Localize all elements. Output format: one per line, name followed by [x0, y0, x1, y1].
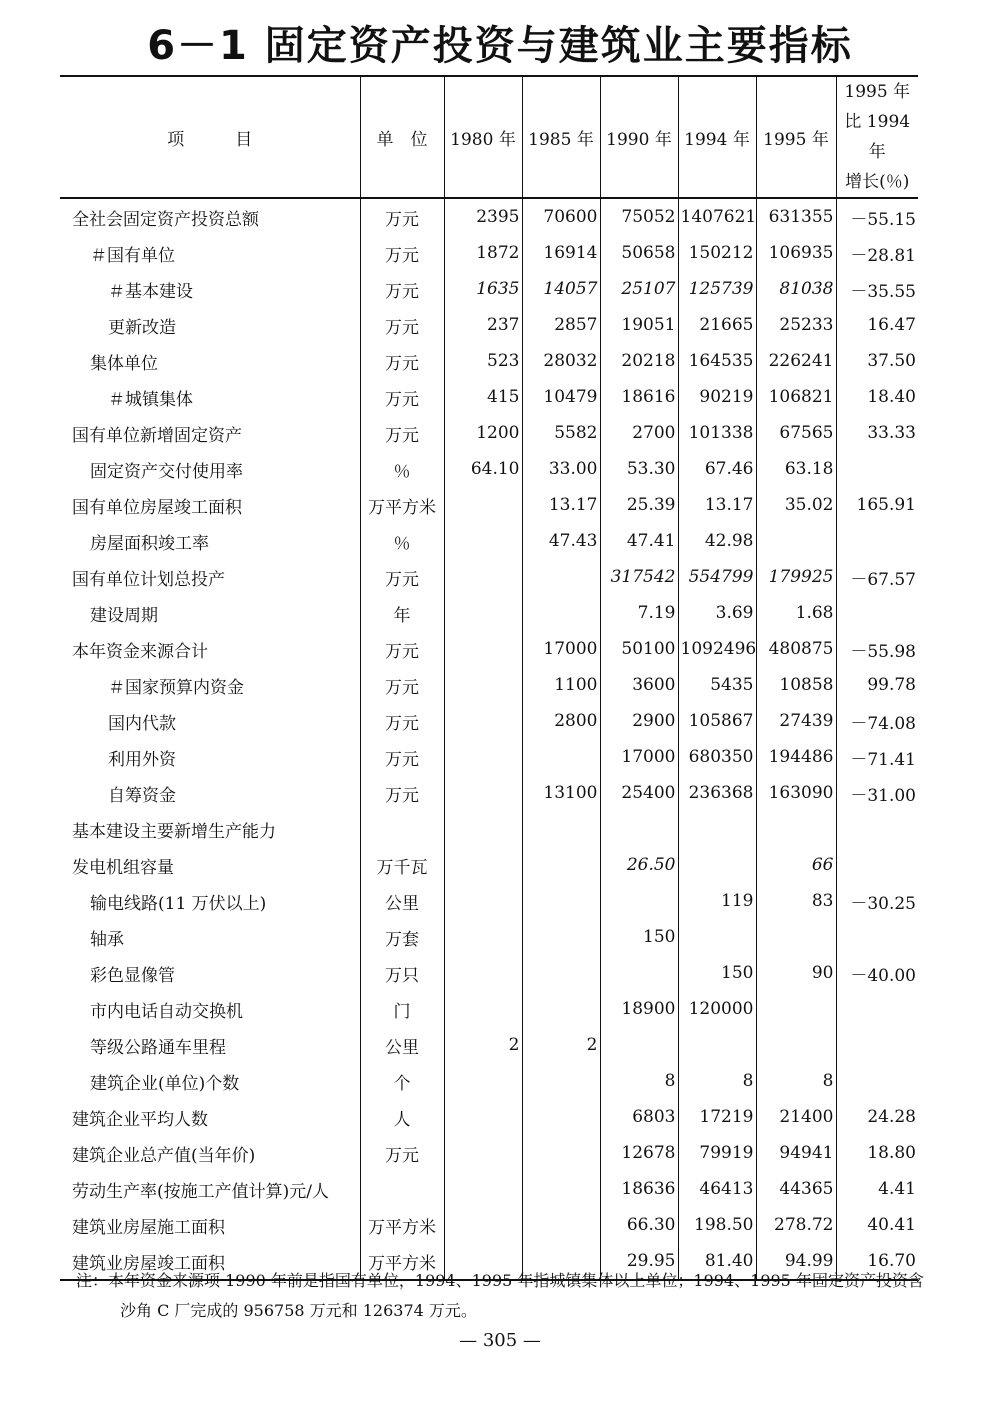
table-row: [60, 883, 918, 919]
cell-y1985: 2800: [522, 703, 600, 739]
cell-growth: －71.41: [836, 739, 918, 775]
table-row: [60, 307, 918, 343]
cell-y1995: 163090: [756, 775, 836, 811]
cell-y1995: 27439: [756, 703, 836, 739]
cell-y1995: 90: [756, 955, 836, 991]
cell-y1980: 1200: [444, 415, 522, 451]
cell-y1994: 81.40: [678, 1243, 756, 1280]
cell-y1980: 2: [444, 1027, 522, 1063]
footnote-line2: 沙角 C 厂完成的 956758 万元和 126374 万元。: [120, 1301, 477, 1320]
cell-y1994: 198.50: [678, 1207, 756, 1243]
cell-y1990: 29.95: [600, 1243, 678, 1280]
cell-y1995: 81038: [756, 271, 836, 307]
cell-y1995: 35.02: [756, 487, 836, 523]
row-unit: 万元: [360, 631, 444, 667]
header-growth-line2: 比 1994 年: [844, 112, 911, 162]
cell-y1990: 50658: [600, 235, 678, 271]
row-unit: 万元: [360, 198, 444, 235]
cell-y1994: 8: [678, 1063, 756, 1099]
cell-y1995: 63.18: [756, 451, 836, 487]
cell-y1980: [444, 1207, 522, 1243]
cell-y1990: 3600: [600, 667, 678, 703]
cell-growth: 16.70: [836, 1243, 918, 1280]
row-unit: 万元: [360, 307, 444, 343]
cell-growth: 4.41: [836, 1171, 918, 1207]
cell-y1985: [522, 1135, 600, 1171]
cell-y1994: 119: [678, 883, 756, 919]
cell-y1980: [444, 667, 522, 703]
cell-y1990: 7.19: [600, 595, 678, 631]
table-row: [60, 991, 918, 1027]
cell-y1985: [522, 847, 600, 883]
cell-y1985: 10479: [522, 379, 600, 415]
table-row: [60, 1027, 918, 1063]
row-item-label: 等级公路通车里程: [90, 1037, 226, 1058]
cell-y1994: 13.17: [678, 487, 756, 523]
cell-growth: －28.81: [836, 235, 918, 271]
cell-y1985: [522, 739, 600, 775]
table-row: [60, 1135, 918, 1171]
table-row: [60, 1063, 918, 1099]
cell-y1994: 1092496: [678, 631, 756, 667]
cell-growth: －74.08: [836, 703, 918, 739]
cell-y1994: 120000: [678, 991, 756, 1027]
cell-y1985: [522, 919, 600, 955]
cell-y1990: 6803: [600, 1099, 678, 1135]
row-unit: 万元: [360, 667, 444, 703]
table-row: [60, 955, 918, 991]
cell-y1980: 415: [444, 379, 522, 415]
cell-y1990: 75052: [600, 198, 678, 235]
cell-y1995: 25233: [756, 307, 836, 343]
cell-growth: 33.33: [836, 415, 918, 451]
table-row: [60, 703, 918, 739]
cell-y1990: 25.39: [600, 487, 678, 523]
cell-growth: －31.00: [836, 775, 918, 811]
row-unit: 公里: [360, 883, 444, 919]
row-unit: 万元: [360, 235, 444, 271]
cell-y1990: 20218: [600, 343, 678, 379]
row-unit: 万元: [360, 739, 444, 775]
cell-y1980: [444, 1099, 522, 1135]
cell-y1994: 164535: [678, 343, 756, 379]
cell-y1980: [444, 919, 522, 955]
cell-y1980: 2395: [444, 198, 522, 235]
cell-y1994: 42.98: [678, 523, 756, 559]
row-item-label: 建设周期: [90, 605, 158, 626]
cell-y1985: [522, 1207, 600, 1243]
row-item-label: ＃基本建设: [108, 281, 193, 302]
header-1990: 1990 年: [600, 76, 678, 198]
cell-y1985: 13100: [522, 775, 600, 811]
cell-growth: [836, 523, 918, 559]
cell-y1980: [444, 487, 522, 523]
row-item-label: 建筑企业(单位)个数: [90, 1073, 240, 1094]
row-unit: 万元: [360, 775, 444, 811]
cell-y1994: 680350: [678, 739, 756, 775]
row-unit: 万平方米: [360, 1207, 444, 1243]
row-unit: 万千瓦: [360, 847, 444, 883]
header-growth: [836, 76, 918, 198]
header-row: [60, 76, 918, 198]
row-unit: 万元: [360, 703, 444, 739]
cell-y1990: 53.30: [600, 451, 678, 487]
cell-y1990: 26.50: [600, 847, 678, 883]
row-item-label: 发电机组容量: [72, 857, 174, 878]
cell-y1995: [756, 1027, 836, 1063]
row-item-label: 国内代款: [108, 713, 176, 734]
cell-growth: [836, 595, 918, 631]
cell-y1985: [522, 991, 600, 1027]
row-item-label: 建筑企业总产值(当年价): [72, 1145, 256, 1166]
row-item-label: 国有单位房屋竣工面积: [72, 497, 242, 518]
row-item-label: 输电线路(11 万伏以上): [90, 893, 267, 914]
table-row: [60, 919, 918, 955]
cell-y1985: 28032: [522, 343, 600, 379]
row-item-label: 固定资产交付使用率: [90, 461, 243, 482]
cell-y1985: [522, 811, 600, 847]
table-row: [60, 775, 918, 811]
table-row: [60, 1099, 918, 1135]
cell-y1990: [600, 1027, 678, 1063]
cell-y1995: 179925: [756, 559, 836, 595]
cell-y1980: [444, 631, 522, 667]
cell-y1990: 25400: [600, 775, 678, 811]
cell-y1985: [522, 883, 600, 919]
header-1995: 1995 年: [756, 76, 836, 198]
cell-growth: [836, 847, 918, 883]
row-item-label: 彩色显像管: [90, 965, 175, 986]
cell-y1980: [444, 559, 522, 595]
cell-growth: 16.47: [836, 307, 918, 343]
header-1980: 1980 年: [444, 76, 522, 198]
row-unit: [360, 1171, 444, 1207]
row-unit: 万平方米: [360, 487, 444, 523]
cell-y1994: 1407621: [678, 198, 756, 235]
row-item-label: ＃国有单位: [90, 245, 175, 266]
row-unit: 万元: [360, 1135, 444, 1171]
cell-y1980: 237: [444, 307, 522, 343]
footnote: [76, 1266, 936, 1326]
row-unit: 万元: [360, 415, 444, 451]
cell-growth: －55.15: [836, 198, 918, 235]
cell-y1990: 25107: [600, 271, 678, 307]
row-unit: 万元: [360, 559, 444, 595]
cell-y1995: 66: [756, 847, 836, 883]
cell-y1985: [522, 1171, 600, 1207]
cell-growth: [836, 811, 918, 847]
cell-growth: [836, 1063, 918, 1099]
table-row: [60, 343, 918, 379]
cell-y1990: 12678: [600, 1135, 678, 1171]
cell-y1995: 480875: [756, 631, 836, 667]
cell-y1994: [678, 1027, 756, 1063]
cell-y1994: 236368: [678, 775, 756, 811]
row-item-label: 本年资金来源合计: [72, 641, 208, 662]
cell-y1994: 125739: [678, 271, 756, 307]
cell-y1995: [756, 811, 836, 847]
cell-y1994: 46413: [678, 1171, 756, 1207]
table-row: [60, 235, 918, 271]
cell-y1985: 16914: [522, 235, 600, 271]
cell-y1985: 17000: [522, 631, 600, 667]
cell-y1994: 105867: [678, 703, 756, 739]
row-unit: 公里: [360, 1027, 444, 1063]
cell-growth: [836, 991, 918, 1027]
cell-y1980: [444, 1063, 522, 1099]
table-row: [60, 631, 918, 667]
row-unit: 万元: [360, 379, 444, 415]
row-item-label: 劳动生产率(按施工产值计算)元/人: [72, 1181, 329, 1202]
row-unit: 万元: [360, 343, 444, 379]
cell-y1985: 2857: [522, 307, 600, 343]
indicators-table: [60, 75, 918, 1281]
row-item-label: 轴承: [90, 929, 124, 950]
cell-growth: 24.28: [836, 1099, 918, 1135]
cell-y1994: 5435: [678, 667, 756, 703]
page-number: — 305 —: [459, 1330, 541, 1351]
cell-y1994: [678, 919, 756, 955]
cell-y1990: 18616: [600, 379, 678, 415]
row-item-label: ＃城镇集体: [108, 389, 193, 410]
row-item-label: 市内电话自动交换机: [90, 1001, 243, 1022]
cell-y1990: 18636: [600, 1171, 678, 1207]
cell-y1995: 44365: [756, 1171, 836, 1207]
cell-y1990: [600, 811, 678, 847]
cell-y1985: 47.43: [522, 523, 600, 559]
cell-y1980: [444, 955, 522, 991]
cell-y1980: [444, 595, 522, 631]
cell-y1985: 2: [522, 1027, 600, 1063]
cell-y1990: 47.41: [600, 523, 678, 559]
cell-y1990: 2900: [600, 703, 678, 739]
cell-y1990: 18900: [600, 991, 678, 1027]
cell-y1995: [756, 991, 836, 1027]
row-unit: [360, 811, 444, 847]
cell-growth: －30.25: [836, 883, 918, 919]
row-unit: ％: [360, 451, 444, 487]
table-row: [60, 451, 918, 487]
row-item-label: 全社会固定资产投资总额: [72, 209, 259, 230]
cell-growth: －55.98: [836, 631, 918, 667]
cell-y1980: [444, 703, 522, 739]
row-item-label: 房屋面积竣工率: [90, 533, 209, 554]
cell-growth: 40.41: [836, 1207, 918, 1243]
header-growth-line3: 增长(％): [845, 172, 910, 192]
cell-y1985: 13.17: [522, 487, 600, 523]
header-1985: 1985 年: [522, 76, 600, 198]
cell-y1995: 226241: [756, 343, 836, 379]
cell-growth: －67.57: [836, 559, 918, 595]
cell-y1985: [522, 955, 600, 991]
cell-y1995: 94.99: [756, 1243, 836, 1280]
cell-y1995: 278.72: [756, 1207, 836, 1243]
cell-y1980: [444, 847, 522, 883]
header-1994: 1994 年: [678, 76, 756, 198]
cell-y1995: 106935: [756, 235, 836, 271]
table-row: [60, 198, 918, 235]
row-item-label: 国有单位计划总投产: [72, 569, 225, 590]
cell-y1995: 21400: [756, 1099, 836, 1135]
row-item-label: 自筹资金: [108, 785, 176, 806]
cell-y1994: 67.46: [678, 451, 756, 487]
table-row: [60, 847, 918, 883]
cell-y1995: 194486: [756, 739, 836, 775]
cell-y1990: 2700: [600, 415, 678, 451]
cell-y1994: 90219: [678, 379, 756, 415]
row-item-label: 建筑企业平均人数: [72, 1109, 208, 1130]
row-item-label: 建筑业房屋竣工面积: [60, 1243, 360, 1280]
cell-growth: 165.91: [836, 487, 918, 523]
cell-y1985: [522, 559, 600, 595]
cell-growth: 18.80: [836, 1135, 918, 1171]
row-unit: 年: [360, 595, 444, 631]
row-unit: 个: [360, 1063, 444, 1099]
cell-y1990: 317542: [600, 559, 678, 595]
table-row: [60, 811, 918, 847]
table-row: [60, 415, 918, 451]
row-unit: 万平方米: [360, 1243, 444, 1280]
table-row: [60, 739, 918, 775]
table-body: [60, 198, 918, 1280]
row-item-label: ＃国家预算内资金: [108, 677, 244, 698]
cell-y1980: 1635: [444, 271, 522, 307]
cell-y1980: [444, 775, 522, 811]
table-row: [60, 271, 918, 307]
cell-y1994: 150212: [678, 235, 756, 271]
cell-y1995: [756, 523, 836, 559]
cell-y1985: 1100: [522, 667, 600, 703]
table-row: [60, 595, 918, 631]
cell-growth: 37.50: [836, 343, 918, 379]
cell-y1994: 21665: [678, 307, 756, 343]
cell-y1985: 14057: [522, 271, 600, 307]
cell-growth: －35.55: [836, 271, 918, 307]
cell-y1990: 17000: [600, 739, 678, 775]
cell-y1994: 101338: [678, 415, 756, 451]
cell-y1995: [756, 919, 836, 955]
cell-y1995: 10858: [756, 667, 836, 703]
cell-y1980: [444, 991, 522, 1027]
cell-y1994: 150: [678, 955, 756, 991]
cell-y1994: [678, 811, 756, 847]
cell-growth: 18.40: [836, 379, 918, 415]
table-row: [60, 559, 918, 595]
cell-growth: [836, 919, 918, 955]
cell-y1985: [522, 595, 600, 631]
cell-y1980: [444, 523, 522, 559]
cell-y1980: 1872: [444, 235, 522, 271]
row-unit: 万套: [360, 919, 444, 955]
cell-y1990: [600, 955, 678, 991]
cell-y1980: 64.10: [444, 451, 522, 487]
cell-y1995: 83: [756, 883, 836, 919]
cell-y1990: 150: [600, 919, 678, 955]
cell-y1980: [444, 811, 522, 847]
row-item-label: 利用外资: [108, 749, 176, 770]
header-growth-line1: 1995 年: [844, 82, 911, 102]
cell-y1985: 70600: [522, 198, 600, 235]
cell-y1990: 19051: [600, 307, 678, 343]
row-item-label: 基本建设主要新增生产能力: [72, 821, 276, 842]
cell-y1980: [444, 1135, 522, 1171]
cell-growth: [836, 451, 918, 487]
cell-y1990: [600, 883, 678, 919]
row-unit: 人: [360, 1099, 444, 1135]
cell-y1995: 1.68: [756, 595, 836, 631]
cell-y1985: [522, 1099, 600, 1135]
cell-y1994: 3.69: [678, 595, 756, 631]
cell-y1980: [444, 1171, 522, 1207]
cell-y1994: 17219: [678, 1099, 756, 1135]
cell-y1990: 8: [600, 1063, 678, 1099]
page-title: 6－1 固定资产投资与建筑业主要指标: [147, 23, 853, 69]
cell-y1980: [444, 739, 522, 775]
cell-y1995: 8: [756, 1063, 836, 1099]
row-unit: 万元: [360, 271, 444, 307]
cell-growth: [836, 1027, 918, 1063]
header-item: 项 目: [60, 76, 360, 198]
cell-y1980: [444, 883, 522, 919]
table-row: [60, 1207, 918, 1243]
cell-y1995: 67565: [756, 415, 836, 451]
cell-y1985: [522, 1063, 600, 1099]
cell-growth: －40.00: [836, 955, 918, 991]
row-unit: 门: [360, 991, 444, 1027]
cell-y1995: 631355: [756, 198, 836, 235]
row-item-label: 集体单位: [90, 353, 158, 374]
table-row: [60, 667, 918, 703]
table-row: [60, 1171, 918, 1207]
row-item-label: 更新改造: [108, 317, 176, 338]
row-item-label: 国有单位新增固定资产: [72, 425, 242, 446]
cell-y1995: 106821: [756, 379, 836, 415]
row-unit: ％: [360, 523, 444, 559]
cell-y1990: 66.30: [600, 1207, 678, 1243]
cell-y1990: 50100: [600, 631, 678, 667]
cell-y1985: 33.00: [522, 451, 600, 487]
cell-y1995: 94941: [756, 1135, 836, 1171]
cell-y1994: 554799: [678, 559, 756, 595]
row-item-label: 建筑业房屋施工面积: [72, 1217, 225, 1238]
footnote-line1: 注：本年资金来源项 1990 年前是指国有单位，1994、1995 年指城镇集体以上单位；1994、1995 年固定资产投资含: [76, 1271, 924, 1290]
table-row: [60, 523, 918, 559]
cell-growth: 99.78: [836, 667, 918, 703]
cell-y1980: 523: [444, 343, 522, 379]
table-row: [60, 487, 918, 523]
table-row: [60, 379, 918, 415]
cell-y1994: [678, 847, 756, 883]
row-unit: 万只: [360, 955, 444, 991]
cell-y1994: 79919: [678, 1135, 756, 1171]
header-unit: 单 位: [360, 76, 444, 198]
cell-y1985: 5582: [522, 415, 600, 451]
